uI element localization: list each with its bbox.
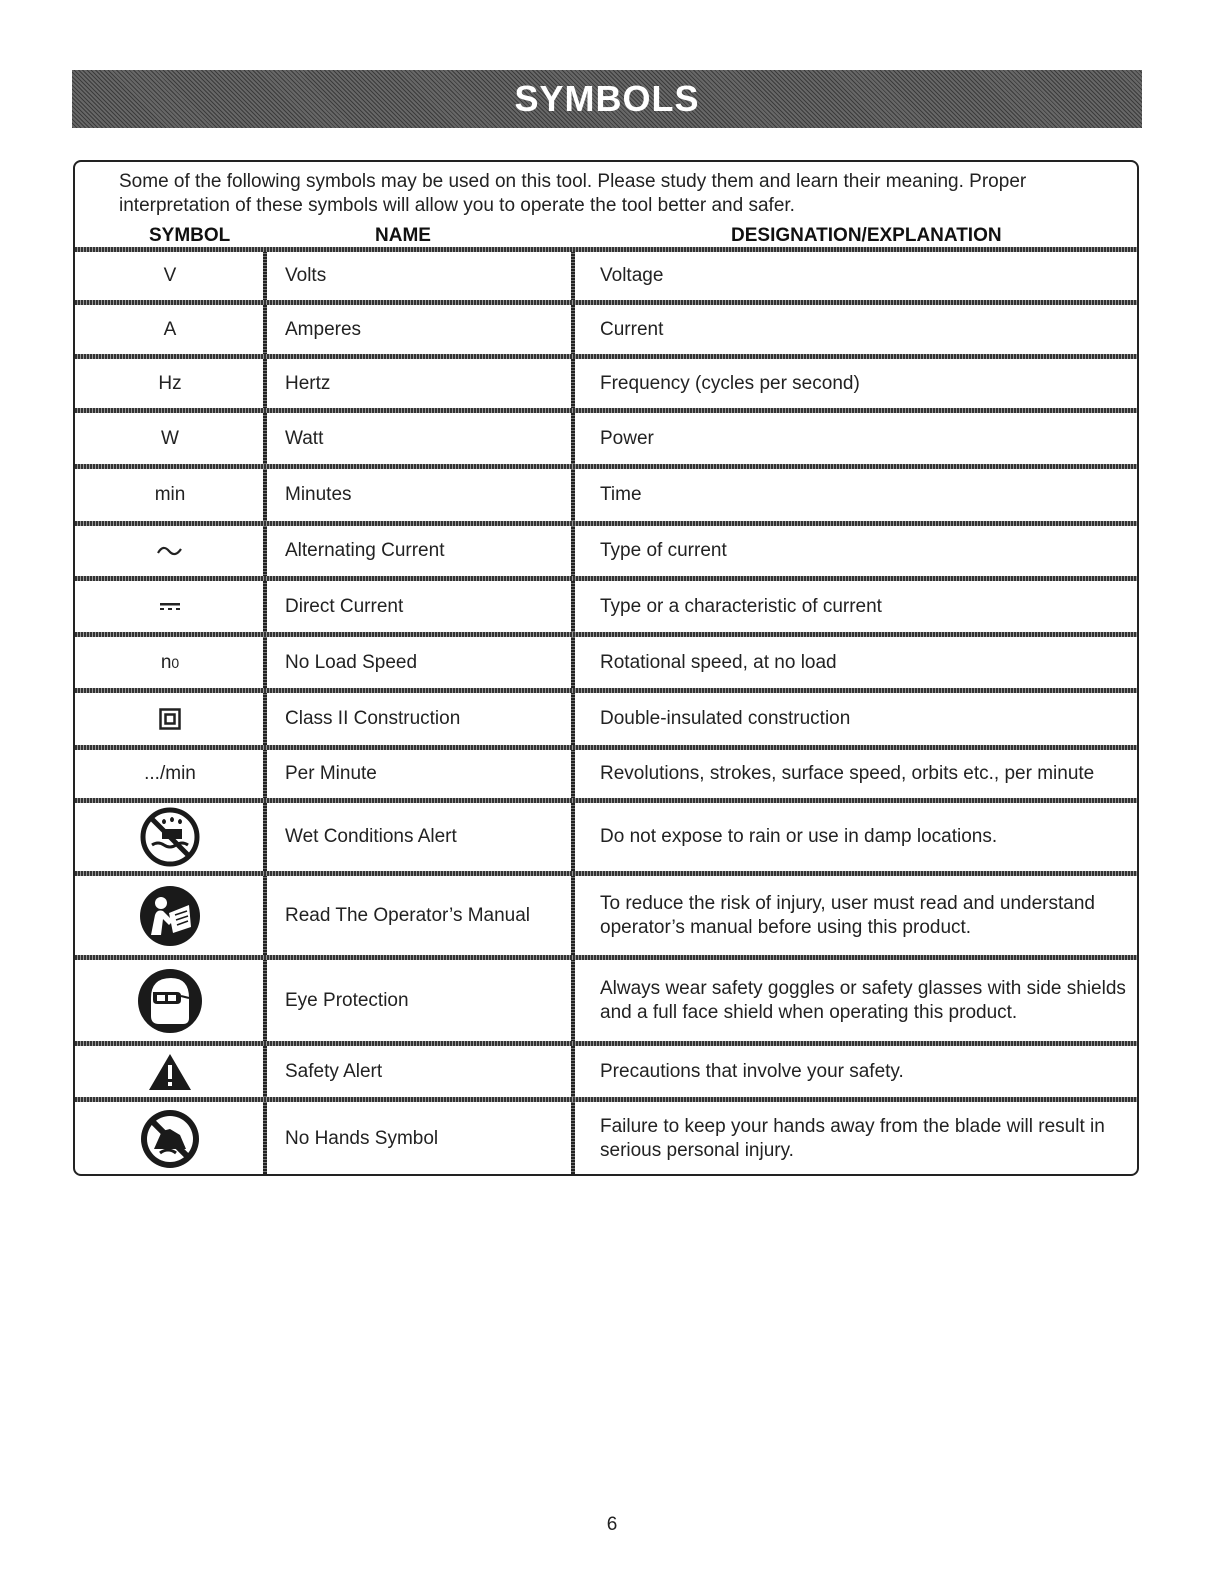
header-symbol: SYMBOL bbox=[149, 225, 231, 246]
symbol-cell: V bbox=[163, 265, 177, 286]
table-row bbox=[75, 960, 1137, 1041]
name-cell: Volts bbox=[285, 265, 327, 286]
desc-cell: Time bbox=[600, 484, 642, 505]
desc-cell: Revolutions, strokes, surface speed, orbits etc., per minute bbox=[600, 763, 1095, 784]
name-cell: No Hands Symbol bbox=[285, 1128, 439, 1149]
table-row bbox=[75, 803, 1137, 871]
title-banner bbox=[72, 70, 1142, 128]
desc-cell: Power bbox=[600, 427, 654, 449]
desc-cell: Type of current bbox=[600, 540, 727, 561]
desc-cell: Voltage bbox=[600, 265, 664, 286]
eye-protection-icon bbox=[75, 960, 265, 1041]
name-cell: Class II Construction bbox=[285, 708, 461, 729]
table-row bbox=[75, 1046, 1137, 1097]
symbol-cell: W bbox=[161, 427, 179, 449]
table-row bbox=[75, 750, 1137, 798]
symbol-cell bbox=[75, 637, 265, 688]
symbol-cell: A bbox=[163, 318, 177, 340]
alternating-current-icon bbox=[75, 526, 265, 576]
desc-cell: Always wear safety goggles or safety glasses with side shields and a full face shield when operating this product. bbox=[600, 977, 1126, 1023]
symbol-cell: min bbox=[154, 484, 186, 505]
desc-cell: Precautions that involve your safety. bbox=[600, 1060, 904, 1082]
desc-cell: Frequency (cycles per second) bbox=[600, 372, 860, 394]
page-title: SYMBOLS bbox=[514, 78, 700, 119]
wet-conditions-alert-icon bbox=[75, 803, 265, 871]
name-cell: Direct Current bbox=[285, 595, 404, 617]
table-row bbox=[75, 469, 1137, 521]
name-cell: Minutes bbox=[285, 484, 352, 505]
desc-cell: Failure to keep your hands away from the blade will result in serious personal injury. bbox=[600, 1116, 1105, 1161]
table-row bbox=[75, 252, 1137, 300]
safety-alert-icon bbox=[75, 1046, 265, 1097]
table-row bbox=[75, 581, 1137, 632]
no-hands-icon bbox=[75, 1102, 265, 1176]
page-number: 6 bbox=[606, 1514, 618, 1535]
name-cell: Read The Operator’s Manual bbox=[285, 904, 531, 926]
table-row bbox=[75, 305, 1137, 354]
table-row bbox=[75, 693, 1137, 745]
desc-cell: To reduce the risk of injury, user must read and understand operator’s manual before using this product. bbox=[600, 892, 1095, 938]
desc-cell: Double-insulated construction bbox=[600, 708, 851, 729]
symbol-cell: .../min bbox=[144, 763, 196, 784]
table-row bbox=[75, 1102, 1137, 1176]
table-row bbox=[75, 526, 1137, 576]
table-row bbox=[75, 413, 1137, 464]
table-row bbox=[75, 637, 1137, 688]
name-cell: Alternating Current bbox=[285, 540, 445, 561]
symbol-cell: Hz bbox=[158, 372, 182, 394]
direct-current-icon bbox=[75, 581, 265, 632]
desc-cell: Type or a characteristic of current bbox=[600, 595, 882, 617]
name-cell: Amperes bbox=[285, 318, 362, 340]
name-cell: No Load Speed bbox=[285, 651, 418, 673]
header-designation: DESIGNATION/EXPLANATION bbox=[731, 225, 1002, 246]
name-cell: Wet Conditions Alert bbox=[285, 826, 457, 847]
symbol-subscript: 0 bbox=[171, 654, 180, 671]
name-cell: Hertz bbox=[285, 372, 331, 394]
name-cell: Eye Protection bbox=[285, 989, 409, 1011]
desc-cell: Rotational speed, at no load bbox=[600, 651, 837, 673]
table-row bbox=[75, 876, 1137, 955]
table-row bbox=[75, 359, 1137, 408]
name-cell: Per Minute bbox=[285, 763, 377, 784]
name-cell: Watt bbox=[285, 427, 324, 449]
intro-text: Some of the following symbols may be used on this tool. Please study them and learn their meaning. Proper interpretation of these symbols will allow you to operate the tool better and safer. bbox=[119, 171, 1027, 216]
symbols-panel bbox=[73, 160, 1139, 1176]
header-name: NAME bbox=[375, 225, 431, 246]
class-ii-construction-icon bbox=[75, 693, 265, 745]
read-manual-icon bbox=[75, 876, 265, 955]
symbol-text: n bbox=[160, 651, 172, 673]
desc-cell: Do not expose to rain or use in damp locations. bbox=[600, 826, 998, 847]
name-cell: Safety Alert bbox=[285, 1060, 383, 1082]
desc-cell: Current bbox=[600, 318, 664, 340]
